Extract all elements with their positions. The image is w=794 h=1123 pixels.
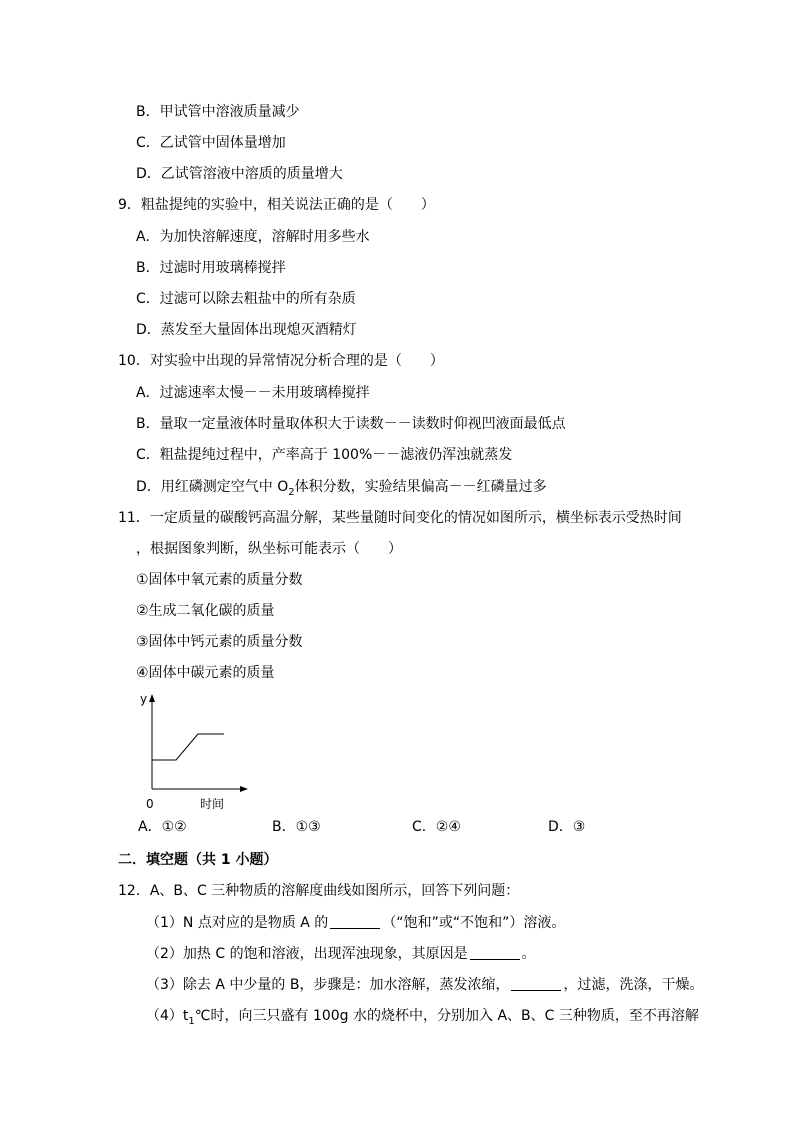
q10-option-d: D．用红磷测定空气中 $O_2$体积分数，实验结果偏高－－红磷量过多 (136, 479, 547, 498)
graph-x-label: 时间 (200, 797, 225, 811)
q10-option-b: B．量取一定量液体时量取体积大于读数－－读数时仰视凹液面最低点 (136, 416, 566, 432)
question-12-stem: 12．A、B、C 三种物质的溶解度曲线如图所示，回答下列问题： (118, 883, 520, 899)
q11-choice-a: A．①② (138, 819, 187, 835)
q11-item-2: ②生成二氧化碳的质量 (136, 603, 275, 619)
question-11-stem-line1: 11．一定质量的碳酸钙高温分解，某些量随时间变化的情况如图所示，横坐标表示受热时间 (118, 510, 682, 526)
q12-part-1-blank[interactable] (330, 914, 380, 929)
q11-item-4: ④固体中碳元素的质量 (136, 665, 275, 681)
option-c-prev: C．乙试管中固体量增加 (136, 135, 286, 151)
q12-part-4: $(4)t_1℃$时，向三只盛有 100g 水的烧杯中，分别加入 A、B、C 三种物质，至不再溶解 (146, 1008, 699, 1027)
q10-option-a: A．过滤速率太慢－－未用玻璃棒搅拌 (136, 385, 370, 401)
question-10-stem: 10．对实验中出现的异常情况分析合理的是（ ） (118, 353, 444, 369)
graph-x-arrow (240, 786, 248, 792)
section-2-heading: 二．填空题（共 1 小题） (118, 852, 278, 868)
q12-part-1: （1）N 点对应的是物质 A 的 （“饱和”或“不饱和”）溶液。 (146, 915, 566, 931)
q9-option-b: B．过滤时用玻璃棒搅拌 (136, 260, 286, 276)
q9-option-a: A．为加快溶解速度，溶解时用多些水 (136, 229, 370, 245)
q11-choice-c: C．②④ (412, 819, 461, 835)
q11-graph (138, 690, 248, 814)
q11-item-3: ③固体中钙元素的质量分数 (136, 634, 303, 650)
question-11-stem-line2: ，根据图象判断，纵坐标可能表示（ ） (136, 541, 402, 557)
q12-part-2-blank[interactable] (470, 945, 520, 960)
q11-choice-b: B．①③ (272, 819, 321, 835)
question-9-stem: 9．粗盐提纯的实验中，相关说法正确的是（ ） (118, 197, 435, 213)
q12-part-2: （2）加热 C 的饱和溶液，出现浑浊现象，其原因是 。 (146, 946, 536, 962)
q11-item-1: ①固体中氧元素的质量分数 (136, 572, 303, 588)
q9-option-c: C．过滤可以除去粗盐中的所有杂质 (136, 291, 356, 307)
graph-y-arrow (149, 694, 155, 702)
q10-option-c: C．粗盐提纯过程中，产率高于 100%－－滤液仍浑浊就蒸发 (136, 447, 513, 463)
q9-option-d: D．蒸发至大量固体出现熄灭酒精灯 (136, 322, 357, 338)
graph-origin-label: 0 (146, 797, 154, 811)
q11-choice-d: D．③ (548, 819, 586, 835)
option-b-prev: B．甲试管中溶液质量减少 (136, 104, 300, 120)
option-d-prev: D．乙试管溶液中溶质的质量增大 (136, 166, 343, 182)
q12-part-3-blank[interactable] (511, 976, 561, 991)
graph-curve (152, 734, 224, 760)
graph-y-label: y (140, 692, 148, 706)
q12-part-3: （3）除去 A 中少量的 B，步骤是：加水溶解，蒸发浓缩， ，过滤，洗涤，干燥。 (146, 977, 704, 993)
